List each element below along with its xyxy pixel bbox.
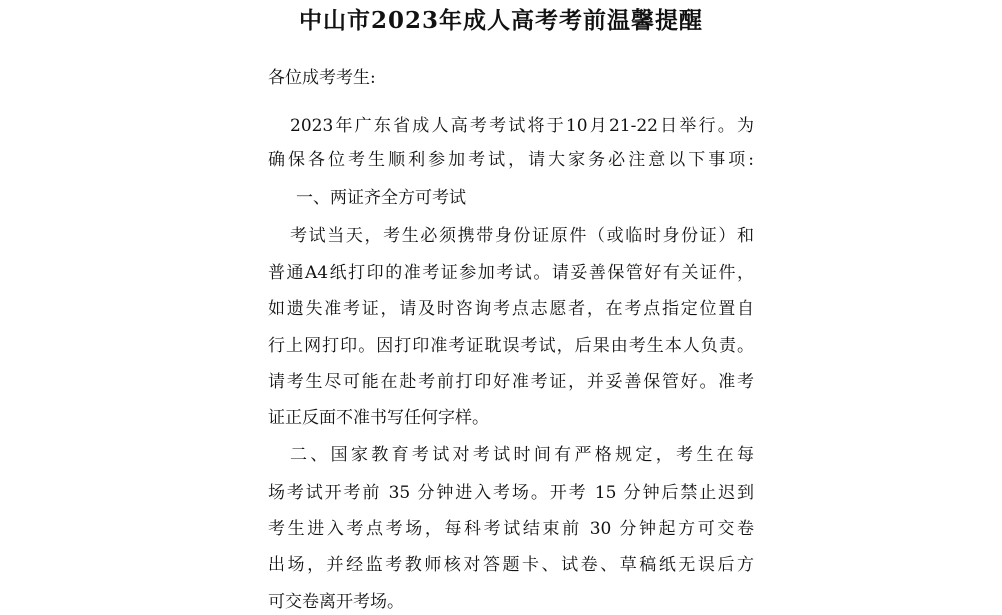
greeting: 各位成考考生: bbox=[268, 68, 376, 88]
section-2-line-3: 考生进入考点考场，每科考试结束前 30 分钟起方可交卷 bbox=[268, 519, 754, 539]
intro-line-2: 确保各位考生顺利参加考试，请大家务必注意以下事项: bbox=[268, 150, 754, 170]
section-2-line-5: 可交卷离开考场。 bbox=[268, 592, 404, 612]
section-2-line-2: 场考试开考前 35 分钟进入考场。开考 15 分钟后禁止迟到 bbox=[268, 483, 754, 503]
intro-line-1: 2023年广东省成人高考考试将于10月21-22日举行。为 bbox=[290, 116, 754, 136]
section-1-line-1: 考试当天，考生必须携带身份证原件（或临时身份证）和 bbox=[290, 226, 754, 246]
document-title: 中山市2023年成人高考考前温馨提醒 bbox=[298, 7, 703, 34]
section-1-line-2: 普通A4纸打印的准考证参加考试。请妥善保管好有关证件， bbox=[268, 263, 754, 283]
section-1-line-5: 请考生尽可能在赴考前打印好准考证，并妥善保管好。准考 bbox=[268, 372, 754, 392]
section-1-heading: 一、两证齐全方可考试 bbox=[296, 188, 466, 208]
section-2-line-4: 出场，并经监考教师核对答题卡、试卷、草稿纸无误后方 bbox=[268, 555, 754, 575]
section-1-line-6: 证正反面不准书写任何字样。 bbox=[268, 408, 489, 428]
section-2-line-1: 二、国家教育考试对考试时间有严格规定，考生在每 bbox=[290, 445, 754, 465]
section-1-line-4: 行上网打印。因打印准考证耽误考试，后果由考生本人负责。 bbox=[268, 336, 754, 356]
section-1-line-3: 如遗失准考证，请及时咨询考点志愿者，在考点指定位置自 bbox=[268, 299, 754, 319]
